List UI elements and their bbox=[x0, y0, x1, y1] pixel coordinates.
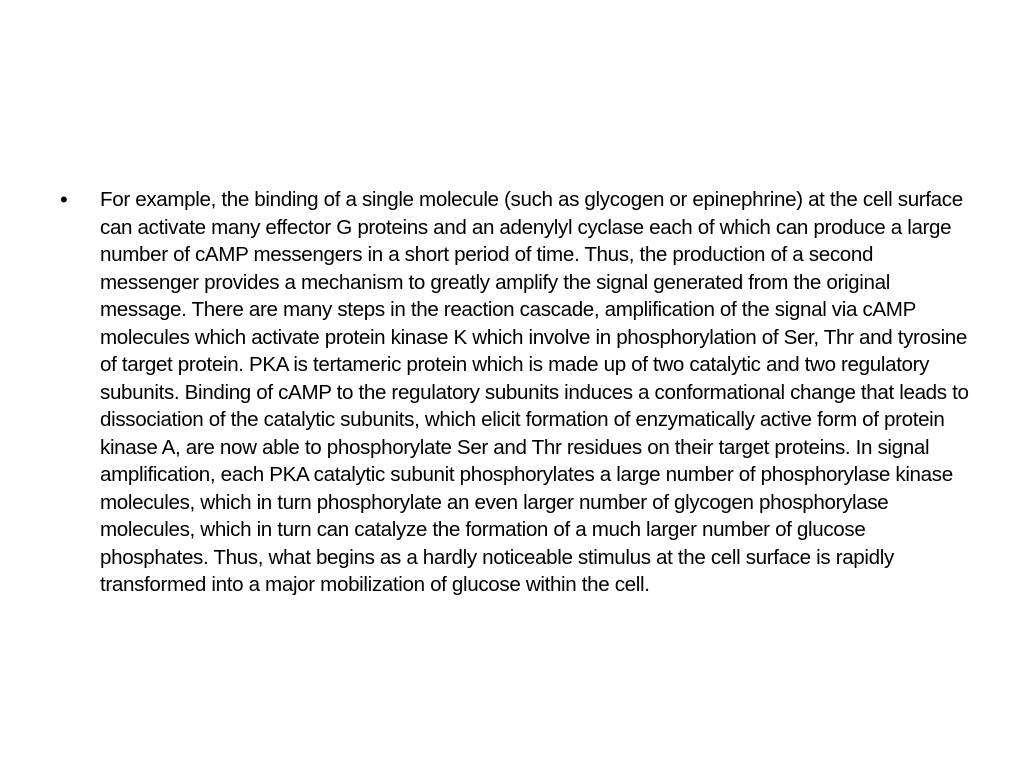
bullet-text: For example, the binding of a single molecule (such as glycogen or epinephrine) at the cell surface can activate many effector G proteins and an adenylyl cyclase each of which can produce a large number of cAMP messengers in a short period of time. Thus, the production of a second messenger provides a mechanism to greatly amplify the signal generated from the original message. There are many steps in the reaction cascade, amplification of the signal via cAMP molecules which activate protein kinase K which involve in phosphorylation of Ser, Thr and tyrosine of target protein. PKA is tertameric protein which is made up of two catalytic and two regulatory subunits. Binding of cAMP to the regulatory subunits induces a conformational change that leads to dissociation of the catalytic subunits, which elicit formation of enzymatically active form of protein kinase A, are now able to phosphorylate Ser and Thr residues on their target proteins. In signal amplification, each PKA catalytic subunit phosphorylates a large number of phosphorylase kinase molecules, which in turn phosphorylate an even larger number of glycogen phosphorylase molecules, which in turn can catalyze the formation of a much larger number of glucose phosphates. Thus, what begins as a hardly noticeable stimulus at the cell surface is rapidly transformed into a major mobilization of glucose within the cell. bbox=[100, 188, 969, 596]
bullet-list bbox=[60, 186, 970, 599]
bullet-item bbox=[60, 186, 970, 599]
bullet-marker: • bbox=[60, 187, 68, 212]
